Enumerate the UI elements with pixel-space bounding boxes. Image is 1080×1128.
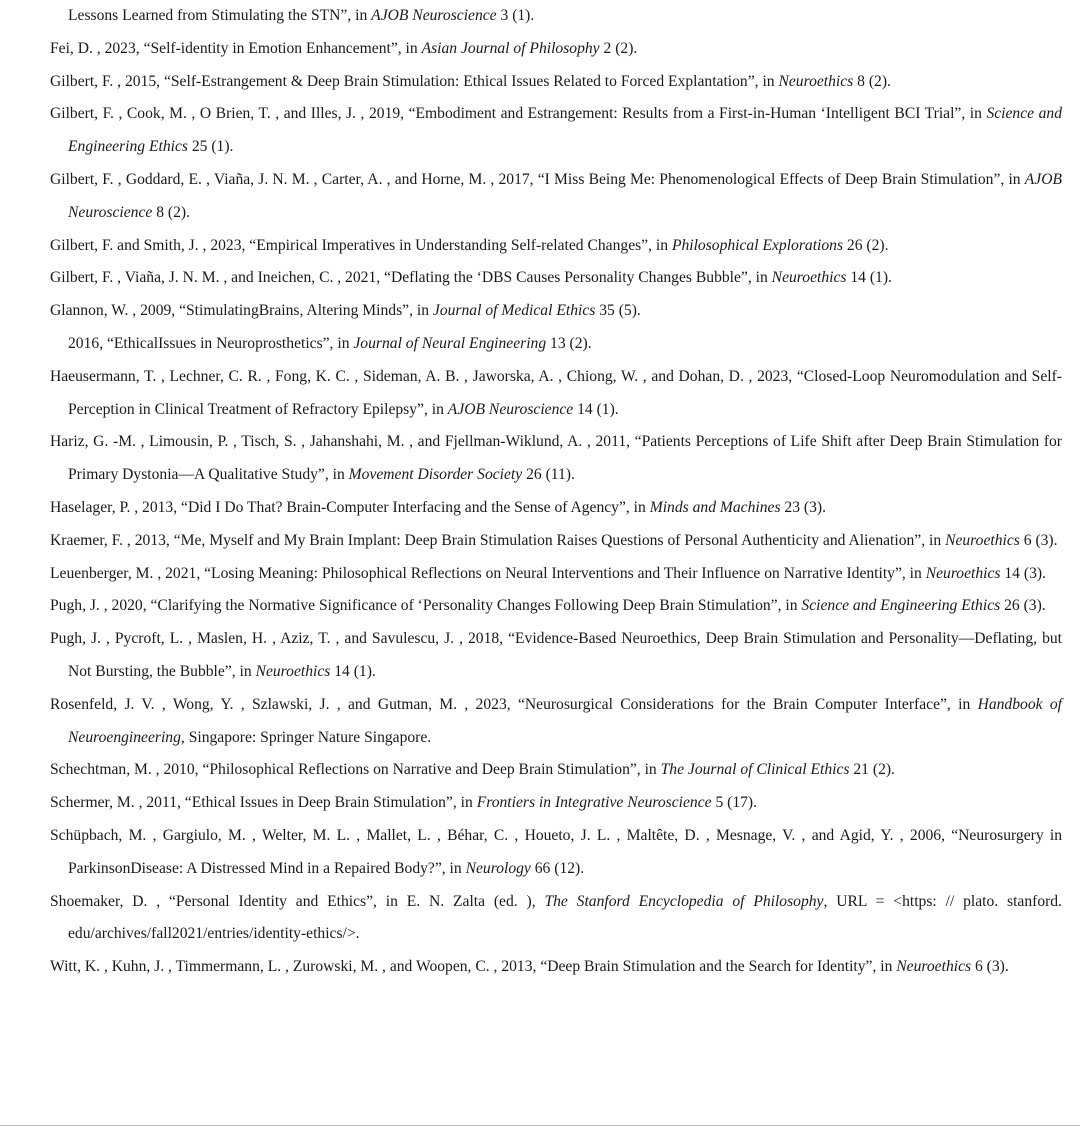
reference-entry [0,623,1080,689]
journal-title: Asian Journal of Philosophy [421,39,600,57]
reference-volume: 2 (2). [599,39,638,57]
reference-entry [0,886,1080,952]
journal-title: Movement Disorder Society [348,466,523,484]
reference-text: 2016, “EthicalIssues in Neuroprosthetics”, in [68,334,354,352]
journal-title: Handbook of Neuroengineering [68,695,1062,746]
reference-volume: 14 (1). [330,662,376,680]
journal-title: Neuroethics [945,531,1020,549]
reference-text: Gilbert, F. , Goddard, E. , Viaña, J. N. M. , Carter, A. , and Horne, M. , 2017, “I Miss Being Me: Phenomenological Effects of Deep Brain Stimulation”, in [50,170,1025,188]
journal-title: The Stanford Encyclopedia of Philosophy [544,892,824,910]
reference-volume: 23 (3). [780,498,826,516]
reference-text: Schermer, M. , 2011, “Ethical Issues in Deep Brain Stimulation”, in [50,794,477,812]
reference-entry [0,361,1080,427]
reference-text: Gilbert, F. , 2015, “Self-Estrangement & Deep Brain Stimulation: Ethical Issues Related to Forced Explantation”, in [50,72,779,90]
reference-text: Haeusermann, T. , Lechner, C. R. , Fong, K. C. , Sideman, A. B. , Jaworska, A. , Chiong, W. , and Dohan, D. , 2023, “Closed-Loop Neuromodulation and Self-Perception in Clinical Treatment of Refractory Epilepsy”, in [50,367,1062,418]
reference-volume: 3 (1). [496,7,535,24]
reference-volume: 6 (3). [1019,531,1058,549]
reference-volume: , URL = <https: // plato. stanford. edu/archives/fall2021/entries/identity-ethics/>. [68,892,1062,943]
journal-title: Minds and Machines [649,498,781,516]
reference-volume: 35 (5). [595,302,641,320]
reference-entry [0,787,1080,820]
journal-title: Neuroethics [778,72,854,90]
reference-text: Haselager, P. , 2013, “Did I Do That? Brain-Computer Interfacing and the Sense of Agency”, in [50,498,650,516]
journal-title: AJOB Neuroscience [447,400,574,418]
reference-volume: 26 (11). [522,466,575,484]
reference-entry [0,98,1080,164]
reference-volume: 14 (3). [1000,564,1046,582]
journal-title: AJOB Neuroscience [371,7,497,24]
reference-volume: 66 (12). [530,859,585,877]
reference-text: Leuenberger, M. , 2021, “Losing Meaning: Philosophical Reflections on Neural Interventions and Their Influence on Narrative Identity”, in [50,564,926,582]
journal-title: The Journal of Clinical Ethics [660,761,850,779]
reference-text: Hariz, G. -M. , Limousin, P. , Tisch, S. , Jahanshahi, M. , and Fjellman-Wiklund, A. , 2011, “Patients Perceptions of Life Shift after Deep Brain Stimulation for Primary Dystonia—A Qualitative Study”, in [50,433,1062,484]
reference-text: Gilbert, F. , Viaña, J. N. M. , and Ineichen, C. , 2021, “Deflating the ‘DBS Causes Personality Changes Bubble”, in [50,269,772,287]
reference-text: Witt, K. , Kuhn, J. , Timmermann, L. , Zurowski, M. , and Woopen, C. , 2013, “Deep Brain Stimulation and the Search for Identity”, in [50,958,897,976]
reference-entry [0,328,1080,361]
reference-volume: 25 (1). [187,138,234,156]
reference-entry [0,230,1080,263]
reference-entry [0,558,1080,591]
reference-text: Glannon, W. , 2009, “StimulatingBrains, Altering Minds”, in [50,302,433,320]
reference-text: Schechtman, M. , 2010, “Philosophical Reflections on Narrative and Deep Brain Stimulation”, in [50,761,661,779]
journal-title: Neuroethics [255,662,331,680]
reference-text: Pugh, J. , Pycroft, L. , Maslen, H. , Aziz, T. , and Savulescu, J. , 2018, “Evidence-Based Neuroethics, Deep Brain Stimulation and Personality—Deflating, but Not Bursting, the Bubble”, in [50,630,1062,680]
reference-entry [0,262,1080,295]
reference-text: Kraemer, F. , 2013, “Me, Myself and My Brain Implant: Deep Brain Stimulation Raises Questions of Personal Authenticity and Alienation”, in [50,531,946,549]
reference-volume: , Singapore: Springer Nature Singapore. [180,728,432,746]
reference-text: Shoemaker, D. , “Personal Identity and Ethics”, in E. N. Zalta (ed. ), [50,892,545,910]
reference-entry [0,525,1080,558]
reference-volume: 14 (1). [573,400,619,418]
reference-entry [0,590,1080,623]
journal-title: Science and Engineering Ethics [68,105,1062,156]
reference-text: Fei, D. , 2023, “Self-identity in Emotion Enhancement”, in [50,39,422,57]
reference-volume: 5 (17). [711,794,758,812]
journal-title: Journal of Medical Ethics [432,302,596,320]
reference-entry [0,164,1080,230]
journal-title: Science and Engineering Ethics [801,597,1001,615]
journal-title: Neuroethics [896,958,972,976]
reference-volume: 8 (2). [152,203,190,221]
journal-title: Neuroethics [771,269,847,287]
reference-text: Gilbert, F. and Smith, J. , 2023, “Empirical Imperatives in Understanding Self-related Changes”, in [50,236,672,254]
reference-entry [0,951,1080,984]
reference-entry [0,0,1080,33]
reference-volume: 8 (2). [853,72,891,90]
reference-entry [0,66,1080,99]
reference-volume: 26 (2). [843,236,889,254]
reference-entry [0,295,1080,328]
reference-entry [0,820,1080,886]
journal-title: Neuroethics [925,564,1001,582]
reference-text: Lessons Learned from Stimulating the STN”, in [68,7,372,24]
journal-title: Journal of Neural Engineering [353,334,547,352]
journal-title: AJOB Neuroscience [68,170,1062,221]
reference-volume: 6 (3). [971,958,1009,976]
page-bottom-rule [0,1125,1080,1126]
reference-volume: 14 (1). [846,269,892,287]
reference-entry [0,492,1080,525]
reference-volume: 21 (2). [849,761,895,779]
reference-entry [0,689,1080,755]
reference-text: Gilbert, F. , Cook, M. , O Brien, T. , and Illes, J. , 2019, “Embodiment and Estrangement: Results from a First-in-Human ‘Intelligent BCI Trial”, in [50,105,987,123]
reference-text: Pugh, J. , 2020, “Clarifying the Normative Significance of ‘Personality Changes Following Deep Brain Stimulation”, in [50,597,802,615]
reference-volume: 13 (2). [546,334,592,352]
reference-text: Rosenfeld, J. V. , Wong, Y. , Szlawski, J. , and Gutman, M. , 2023, “Neurosurgical Considerations for the Brain Computer Interface”, in [50,695,978,713]
reference-entry [0,426,1080,492]
reference-entry [0,33,1080,66]
journal-title: Frontiers in Integrative Neuroscience [476,794,712,812]
journal-title: Neurology [465,859,531,877]
reference-volume: 26 (3). [1000,597,1046,615]
reference-entry [0,754,1080,787]
journal-title: Philosophical Explorations [671,236,844,254]
reference-text: Schüpbach, M. , Gargiulo, M. , Welter, M. L. , Mallet, L. , Béhar, C. , Houeto, J. L. , Maltête, D. , Mesnage, V. , and Agid, Y. , 2006, “Neurosurgery in ParkinsonDisease: A Distressed Mind in a Repaired Body?”, in [50,826,1062,877]
